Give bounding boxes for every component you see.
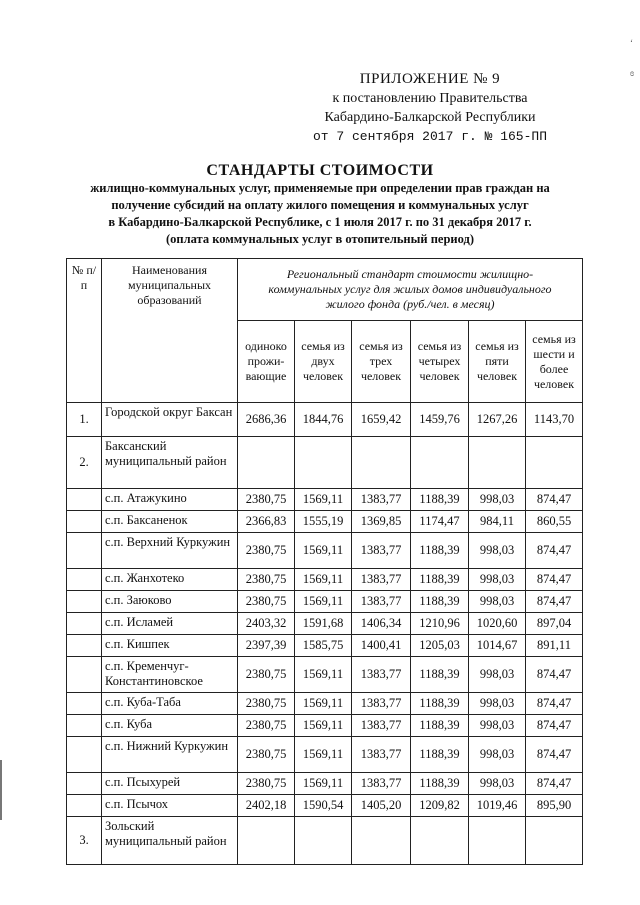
- row-value: 1590,54: [295, 795, 352, 817]
- row-value: 998,03: [469, 657, 526, 693]
- margin-mark: ʻ: [630, 38, 633, 48]
- row-value: 2380,75: [238, 693, 295, 715]
- row-number: [67, 795, 102, 817]
- row-number: [67, 715, 102, 737]
- table-row: [67, 693, 583, 715]
- subtitle-line: (оплата коммунальных услуг в отопительный период): [165, 232, 475, 246]
- row-municipality-name: с.п. Кишпек: [102, 635, 238, 657]
- row-value: 984,11: [469, 511, 526, 533]
- row-value: 1369,85: [352, 511, 411, 533]
- row-value: 1569,11: [295, 489, 352, 511]
- table-row: [67, 437, 583, 489]
- row-value: 874,47: [526, 591, 583, 613]
- row-value: 1143,70: [526, 403, 583, 437]
- row-municipality-name: с.п. Баксаненок: [102, 511, 238, 533]
- row-value: 1591,68: [295, 613, 352, 635]
- appendix-title: ПРИЛОЖЕНИЕ № 9: [359, 71, 501, 87]
- row-number: [67, 613, 102, 635]
- row-value: 1383,77: [352, 489, 411, 511]
- document-title: СТАНДАРТЫ СТОИМОСТИ: [206, 162, 434, 179]
- appendix-line: к постановлению Правительства: [332, 91, 528, 106]
- row-value: 1188,39: [411, 657, 469, 693]
- scan-margin-marks: [630, 28, 634, 88]
- row-value: [526, 817, 583, 865]
- row-value: 1569,11: [295, 715, 352, 737]
- row-municipality-name: с.п. Атажукино: [102, 489, 238, 511]
- table-row: [67, 715, 583, 737]
- row-value: 1400,41: [352, 635, 411, 657]
- row-value: 874,47: [526, 657, 583, 693]
- table-row: [67, 403, 583, 437]
- row-value: 998,03: [469, 737, 526, 773]
- row-value: 1209,82: [411, 795, 469, 817]
- row-value: 874,47: [526, 569, 583, 591]
- row-number: [67, 569, 102, 591]
- row-number: [67, 693, 102, 715]
- table-row: [67, 635, 583, 657]
- row-value: 1569,11: [295, 657, 352, 693]
- row-value: [469, 437, 526, 489]
- row-value: 1569,11: [295, 773, 352, 795]
- row-municipality-name: с.п. Жанхотеко: [102, 569, 238, 591]
- row-value: 2380,75: [238, 533, 295, 569]
- table-row: [67, 817, 583, 865]
- table-row: [67, 591, 583, 613]
- table-row: [67, 569, 583, 591]
- row-value: 1405,20: [352, 795, 411, 817]
- row-value: 1188,39: [411, 533, 469, 569]
- row-value: 2366,83: [238, 511, 295, 533]
- row-number: [67, 773, 102, 795]
- row-municipality-name: с.п. Исламей: [102, 613, 238, 635]
- subtitle-line: жилищно-коммунальных услуг, применяемые при определении прав граждан на: [90, 181, 550, 195]
- row-value: 1188,39: [411, 591, 469, 613]
- header-subcol: семья из пяти человек: [469, 321, 526, 403]
- row-number: 1.: [67, 403, 102, 437]
- row-number: [67, 533, 102, 569]
- row-value: [295, 817, 352, 865]
- header-subcol: семья из четырех человек: [411, 321, 469, 403]
- row-value: 1020,60: [469, 613, 526, 635]
- row-municipality-name: с.п. Куба-Таба: [102, 693, 238, 715]
- row-number: [67, 591, 102, 613]
- row-value: 1188,39: [411, 773, 469, 795]
- header-subcol: семья из двух человек: [295, 321, 352, 403]
- row-value: 1555,19: [295, 511, 352, 533]
- row-value: 891,11: [526, 635, 583, 657]
- row-value: 2380,75: [238, 489, 295, 511]
- row-value: 2380,75: [238, 591, 295, 613]
- row-value: 1406,34: [352, 613, 411, 635]
- row-municipality-name: с.п. Псыхурей: [102, 773, 238, 795]
- row-value: [469, 817, 526, 865]
- row-value: 1659,42: [352, 403, 411, 437]
- header-subcol: семья из шести и более человек: [526, 321, 583, 403]
- row-value: 998,03: [469, 715, 526, 737]
- row-value: 1569,11: [295, 533, 352, 569]
- row-value: 2380,75: [238, 737, 295, 773]
- row-value: [411, 817, 469, 865]
- table-row: [67, 489, 583, 511]
- row-number: [67, 489, 102, 511]
- standards-table: [66, 258, 583, 865]
- row-value: 1383,77: [352, 533, 411, 569]
- row-value: 874,47: [526, 489, 583, 511]
- row-value: [352, 817, 411, 865]
- row-number: 3.: [67, 817, 102, 865]
- scan-edge-mark: [0, 760, 2, 820]
- row-value: 1569,11: [295, 737, 352, 773]
- row-value: 897,04: [526, 613, 583, 635]
- row-value: 1188,39: [411, 569, 469, 591]
- row-value: 1569,11: [295, 569, 352, 591]
- row-number: [67, 511, 102, 533]
- row-value: 1383,77: [352, 591, 411, 613]
- row-value: 2397,39: [238, 635, 295, 657]
- row-value: 2380,75: [238, 715, 295, 737]
- row-value: 1569,11: [295, 693, 352, 715]
- row-value: 2380,75: [238, 773, 295, 795]
- row-municipality-name: Городской округ Баксан: [102, 403, 238, 437]
- appendix-line: Кабардино-Балкарской Республики: [324, 110, 536, 125]
- row-value: 1014,67: [469, 635, 526, 657]
- row-value: 1383,77: [352, 773, 411, 795]
- appendix-block: [300, 70, 560, 146]
- row-number: [67, 737, 102, 773]
- row-value: 2380,75: [238, 657, 295, 693]
- row-value: 1019,46: [469, 795, 526, 817]
- table-row: [67, 737, 583, 773]
- row-value: 1585,75: [295, 635, 352, 657]
- row-value: 1205,03: [411, 635, 469, 657]
- row-municipality-name: с.п. Верхний Куркужин: [102, 533, 238, 569]
- row-value: 1210,96: [411, 613, 469, 635]
- row-value: 1174,47: [411, 511, 469, 533]
- row-value: [295, 437, 352, 489]
- row-value: 998,03: [469, 591, 526, 613]
- document-subtitle: [60, 180, 580, 248]
- row-municipality-name: Зольский муниципальный район: [102, 817, 238, 865]
- row-value: 998,03: [469, 533, 526, 569]
- row-value: 998,03: [469, 489, 526, 511]
- row-value: 2402,18: [238, 795, 295, 817]
- row-value: [526, 437, 583, 489]
- row-value: 998,03: [469, 569, 526, 591]
- row-value: 1267,26: [469, 403, 526, 437]
- row-value: 1383,77: [352, 693, 411, 715]
- row-value: [411, 437, 469, 489]
- row-value: 874,47: [526, 773, 583, 795]
- row-value: 1459,76: [411, 403, 469, 437]
- row-value: 1383,77: [352, 657, 411, 693]
- row-value: 1383,77: [352, 737, 411, 773]
- row-municipality-name: с.п. Заюково: [102, 591, 238, 613]
- row-value: [238, 437, 295, 489]
- table-row: [67, 533, 583, 569]
- table-row: [67, 795, 583, 817]
- row-value: 2686,36: [238, 403, 295, 437]
- row-value: 1188,39: [411, 489, 469, 511]
- table-row: [67, 511, 583, 533]
- row-value: 874,47: [526, 737, 583, 773]
- header-subcol: одиноко прожи-вающие: [238, 321, 295, 403]
- row-value: 1188,39: [411, 693, 469, 715]
- header-group: Региональный стандарт стоимости жилищно-коммунальных услуг для жилых домов индивидуального жилого фонда (руб./чел. в месяц): [238, 259, 583, 321]
- table-row: [67, 657, 583, 693]
- row-municipality-name: с.п. Кременчуг-Константиновское: [102, 657, 238, 693]
- row-value: 860,55: [526, 511, 583, 533]
- row-municipality-name: Баксанский муниципальный район: [102, 437, 238, 489]
- row-value: 1188,39: [411, 715, 469, 737]
- header-subcol: семья из трех человек: [352, 321, 411, 403]
- row-value: 1188,39: [411, 737, 469, 773]
- row-value: 998,03: [469, 773, 526, 795]
- row-number: 2.: [67, 437, 102, 489]
- table-row: [67, 613, 583, 635]
- row-value: 1569,11: [295, 591, 352, 613]
- row-value: 1383,77: [352, 569, 411, 591]
- margin-mark: ɞ: [630, 68, 634, 78]
- appendix-date-number: от 7 сентября 2017 г. № 165-ПП: [312, 129, 548, 144]
- header-name: Наименования муниципальных образований: [102, 259, 238, 403]
- row-number: [67, 657, 102, 693]
- row-value: 2403,32: [238, 613, 295, 635]
- table-row: [67, 773, 583, 795]
- row-value: 874,47: [526, 715, 583, 737]
- row-number: [67, 635, 102, 657]
- row-value: [238, 817, 295, 865]
- header-number: № п/п: [67, 259, 102, 403]
- row-value: 895,90: [526, 795, 583, 817]
- row-municipality-name: с.п. Нижний Куркужин: [102, 737, 238, 773]
- row-value: 2380,75: [238, 569, 295, 591]
- row-value: 1383,77: [352, 715, 411, 737]
- row-value: 874,47: [526, 693, 583, 715]
- row-municipality-name: с.п. Куба: [102, 715, 238, 737]
- subtitle-line: в Кабардино-Балкарской Республике, с 1 июля 2017 г. по 31 декабря 2017 г.: [108, 215, 532, 229]
- row-value: 1844,76: [295, 403, 352, 437]
- row-value: 998,03: [469, 693, 526, 715]
- row-value: 874,47: [526, 533, 583, 569]
- row-municipality-name: с.п. Псычох: [102, 795, 238, 817]
- subtitle-line: получение субсидий на оплату жилого помещения и коммунальных услуг: [111, 198, 529, 212]
- row-value: [352, 437, 411, 489]
